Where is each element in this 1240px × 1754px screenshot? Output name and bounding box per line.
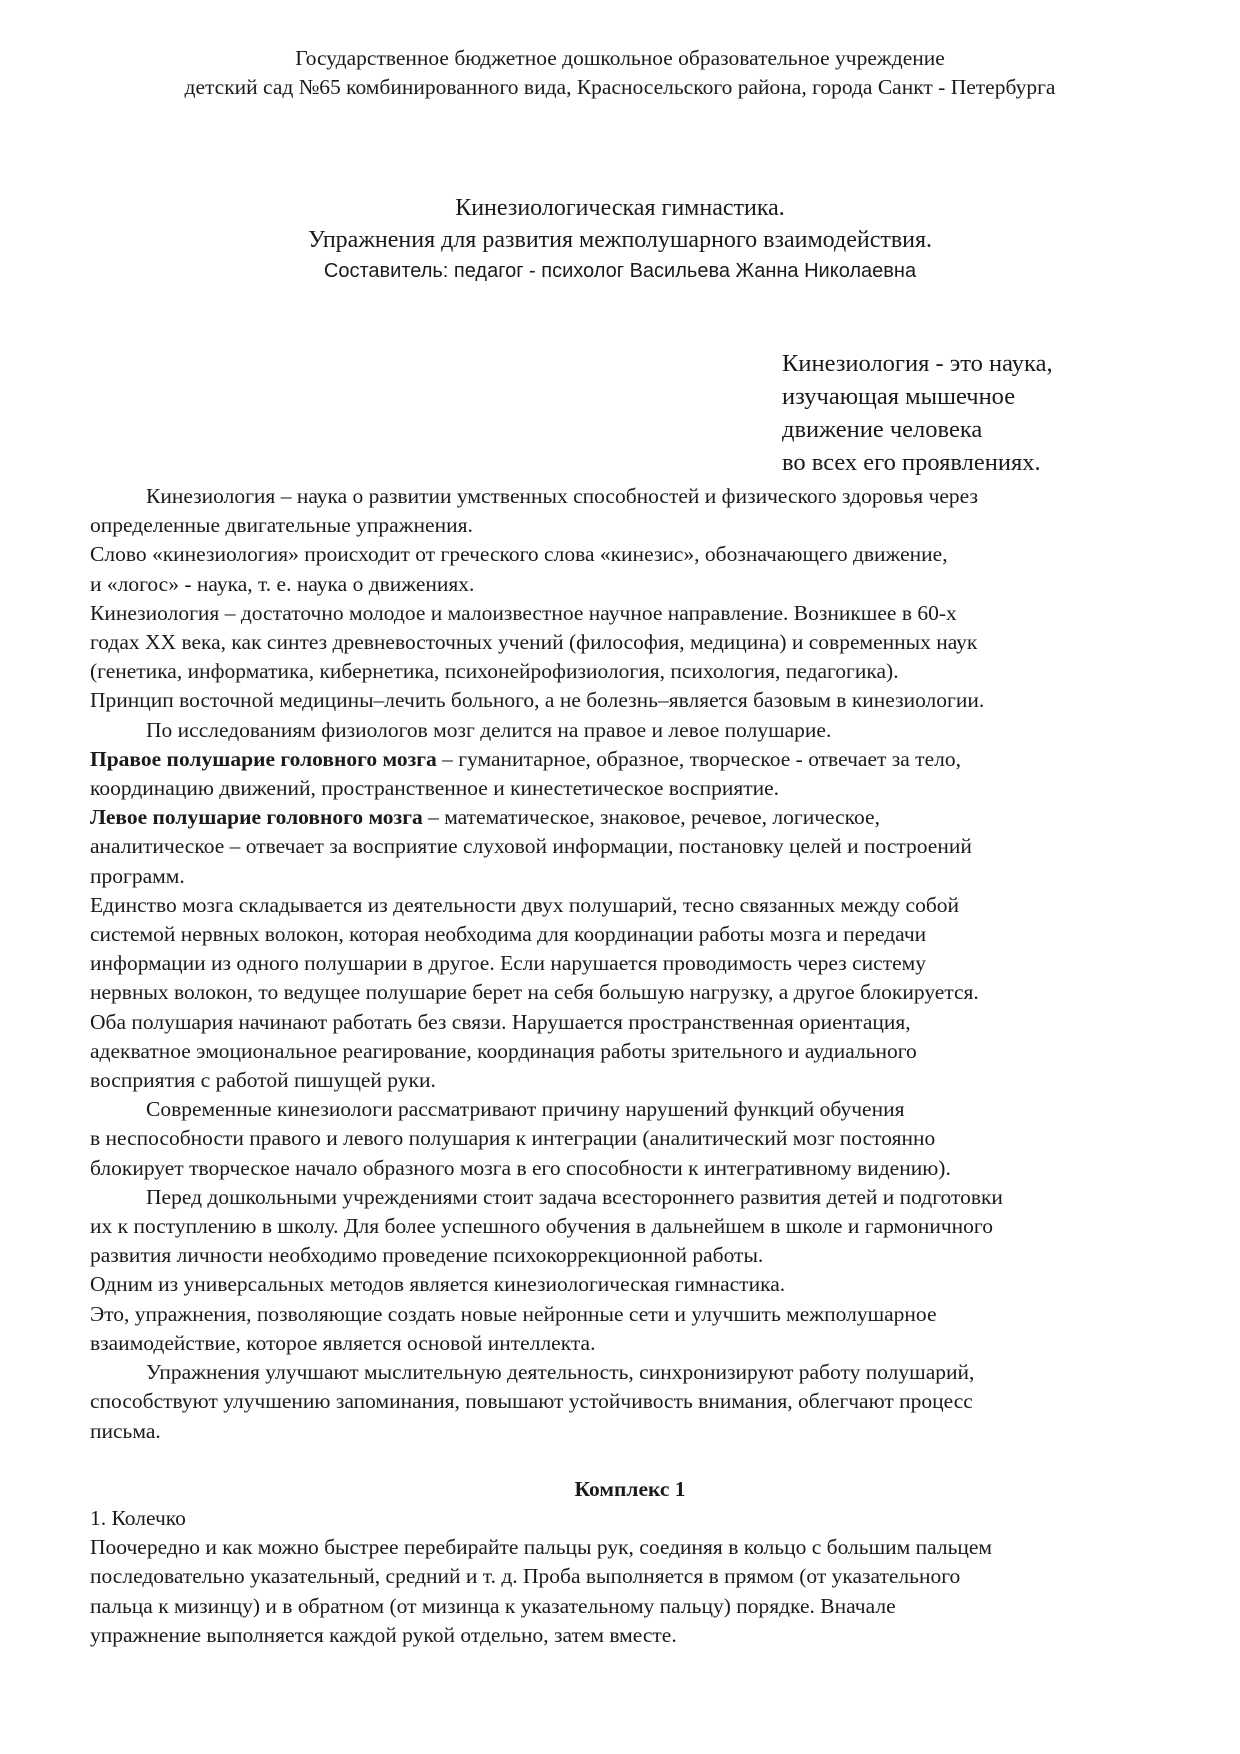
text-line: блокирует творческое начало образного мозга в его способности к интегративному видению). [90,1155,951,1180]
complex-title [90,1475,1170,1504]
text-line: Одним из универсальных методов является кинезиологическая гимнастика. [90,1272,786,1297]
document-body [90,482,1170,1650]
text-line: адекватное эмоциональное реагирование, координация работы зрительного и аудиального [90,1038,917,1063]
text-line: упражнение выполняется каждой рукой отдельно, затем вместе. [90,1622,677,1647]
text-line: Поочередно и как можно быстрее перебирайте пальцы рук, соединяя в кольцо с большим пальцем [90,1535,993,1560]
text-line: Перед дошкольными учреждениями стоит задача всестороннего развития детей и подготовки [146,1184,1003,1209]
epigraph-line-3: движение человека [782,416,983,443]
text-line: взаимодействие, которое является основой интеллекта. [90,1330,596,1355]
text-line: Современные кинезиологи рассматривают причину нарушений функций обучения [146,1097,905,1122]
text-line: Оба полушария начинают работать без связи. Нарушается пространственная ориентация, [90,1009,911,1034]
text-line: системой нервных волокон, которая необходима для координации работы мозга и передачи [90,922,927,947]
exercise-title: 1. Колечко [90,1505,186,1530]
compiler-line: Составитель: педагог - психолог Васильева Жанна Николаевна [323,260,917,282]
text-line: развития личности необходимо проведение психокоррекционной работы. [90,1243,764,1268]
complex-title-text: Комплекс 1 [574,1476,686,1501]
text-line: Это, упражнения, позволяющие создать новые нейронные сети и улучшить межполушарное [90,1301,937,1326]
text-line: координацию движений, пространственное и кинестетическое восприятие. [90,776,780,801]
text-line: программ. [90,863,185,888]
text-line: в неспособности правого и левого полушария к интеграции (аналитический мозг постоянно [90,1126,936,1151]
text-line: и «логос» - наука, т. е. наука о движениях. [90,571,475,596]
text-line: последовательно указательный, средний и т. д. Проба выполняется в прямом (от указательного [90,1564,961,1589]
left-hemisphere-term: Левое полушарие головного мозга [90,805,423,830]
epigraph-line-2: изучающая мышечное [782,383,1016,410]
header-line-1: Государственное бюджетное дошкольное образовательное учреждение [295,46,945,70]
right-hemisphere-line [90,745,1170,774]
text-line: (генетика, информатика, кибернетика, психонейрофизиология, психология, педагогика). [90,659,899,684]
title-line-1: Кинезиологическая гимнастика. [455,195,785,221]
text-line: восприятия с работой пишущей руки. [90,1068,436,1093]
right-hemisphere-term: Правое полушарие головного мозга [90,746,437,771]
text-line: аналитическое – отвечает за восприятие слуховой информации, постановку целей и построений [90,834,972,859]
header-line-2: детский сад №65 комбинированного вида, Красносельского района, города Санкт - Петербурга [184,75,1056,99]
text-line: определенные двигательные упражнения. [90,513,473,538]
text-line: Принцип восточной медицины–лечить больного, а не болезнь–является базовым в кинезиологии. [90,688,985,713]
institution-header [0,44,1240,102]
document-title [0,192,1240,286]
text-line: годах XX века, как синтез древневосточных учений (философия, медицина) и современных наук [90,630,978,655]
text-line: Слово «кинезиология» происходит от греческого слова «кинезис», обозначающего движение, [90,542,948,567]
text-line: нервных волокон, то ведущее полушарие берет на себя большую нагрузку, а другое блокируется. [90,980,979,1005]
text-line: Упражнения улучшают мыслительную деятельность, синхронизируют работу полушарий, [146,1360,975,1385]
left-hemisphere-text: – математическое, знаковое, речевое, логическое, [422,805,880,830]
text-line: информации из одного полушарии в другое. Если нарушается проводимость через систему [90,951,926,976]
text-line: их к поступлению в школу. Для более успешного обучения в дальнейшем в школе и гармоничного [90,1214,993,1239]
text-line: письма. [90,1418,161,1443]
text-line: пальца к мизинцу) и в обратном (от мизинца к указательному пальцу) порядке. Вначале [90,1593,896,1618]
right-hemisphere-text: – гуманитарное, образное, творческое - отвечает за тело, [436,746,961,771]
epigraph-line-4: во всех его проявлениях. [782,449,1041,476]
text-line: По исследованиям физиологов мозг делится на правое и левое полушарие. [146,717,832,742]
text-line: Единство мозга складывается из деятельности двух полушарий, тесно связанных между собой [90,892,960,917]
left-hemisphere-line [90,803,1170,832]
epigraph [782,347,1053,479]
title-line-2: Упражнения для развития межполушарного взаимодействия. [307,227,933,253]
epigraph-line-1: Кинезиология - это наука, [782,350,1053,377]
text-line: Кинезиология – достаточно молодое и малоизвестное научное направление. Возникшее в 60-х [90,600,957,625]
text-line: Кинезиология – наука о развитии умственных способностей и физического здоровья через [146,484,978,508]
text-line: способствуют улучшению запоминания, повышают устойчивость внимания, облегчают процесс [90,1389,973,1414]
